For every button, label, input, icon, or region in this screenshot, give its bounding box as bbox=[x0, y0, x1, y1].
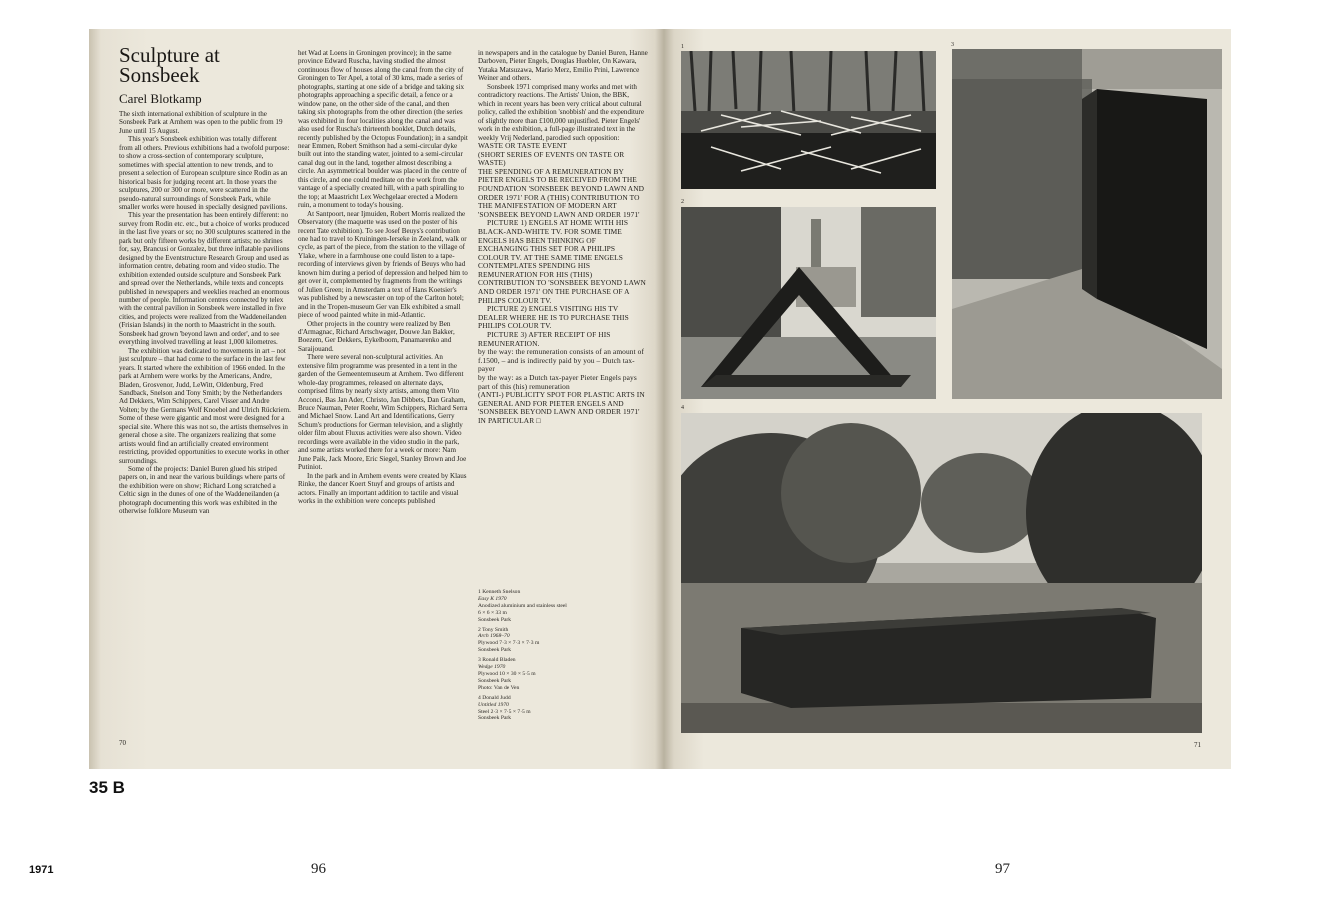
paragraph: The exhibition was dedicated to movements in art – not just sculpture – that had come to the surface in the last few years. It started where the exhibition of 1966 ended. In the park at Arnhem were works by the Americans, Andre, Bladen, Grosvenor, Judd, LeWitt, Oldenburg, Fred Sandback, Snelson and Tony Smith; by the Netherlanders Ad Dekkers, Wim Schippers, Carel Visser and Andre Volten; by the Germans Wolf Knoebel and Ulrich Rückriem. Some of these were gigantic and most were designed for a special site. Where this was not so, the artists themselves in general chose a site. The organizers realizing that some artists would find an artificially created environment restricting, provided opportunities to execute works in other surroundings. bbox=[119, 346, 291, 465]
caption-artist: Tony Smith bbox=[482, 626, 509, 633]
caption-detail: Plywood 7·3 × 7·3 × 7·3 m bbox=[478, 640, 540, 647]
text-column-1 bbox=[119, 110, 291, 750]
year-label: 1971 bbox=[29, 864, 54, 876]
caption-num: 1 bbox=[478, 589, 481, 595]
photo-snelson-easy-k bbox=[681, 51, 936, 189]
plate-number: 3 bbox=[951, 42, 954, 48]
magazine-spread bbox=[89, 29, 1231, 769]
caption-place: Sonsbeek Park bbox=[478, 715, 512, 722]
paragraph: Sonsbeek 1971 comprised many works and met with contradictory reactions. The Artists' Union, the BBK, which in recent years has been very critical about cultural policy, called the exhibition 'snobbish' and the expenditure of slightly more than £100,000 unjustified. Pieter Engels' work in the exhibition, a full-page illustrated text in the weekly Vrij Nederland, parodied such opposition: bbox=[478, 82, 644, 142]
caption-detail: Steel 2·3 × 7·5 × 7·5 m bbox=[478, 708, 531, 715]
engels-text: by the way: the remuneration consists of an amount of f.1500, – and is indirectly paid by you – Dutch tax-payer bbox=[478, 347, 645, 374]
caption-work: Untitled 1970 bbox=[478, 701, 509, 708]
text-column-3 bbox=[478, 49, 648, 615]
document-label: 35 B bbox=[89, 778, 125, 797]
engels-text: WASTE OR TASTE EVENT bbox=[478, 140, 567, 150]
caption-artist: Donald Judd bbox=[482, 694, 511, 701]
caption-2 bbox=[478, 627, 648, 655]
caption-work: Easy K 1970 bbox=[478, 595, 507, 602]
caption-place: Sonsbeek Park bbox=[478, 647, 512, 654]
caption-1 bbox=[478, 589, 648, 624]
photo-judd-untitled bbox=[681, 413, 1202, 733]
caption-work: Wedge 1970 bbox=[478, 664, 506, 671]
photo-bladen-wedge bbox=[952, 49, 1222, 399]
caption-4 bbox=[478, 695, 648, 723]
paragraph: There were several non-sculptural activities. An extensive film programme was presented in a tent in the garden of the Gemeentemuseum at Arnhem. Two different whole-day programmes, released on alternate days, comprised films by nearly sixty artists, among them Vito Acconci, Bas Jan Ader, Christo, Jan Dibbets, Dan Graham, Bruce Nauman, Peter Roehr, Wim Schippers, Richard Serra and Michael Snow. Land Art and Identifications, Gerry Schum's productions for German television, and a slightly older film about Fluxus activities were also shown. Video recordings were available in the video studio in the park, and some artists worked there for a week or more: Nam June Paik, Jack Moore, Eric Siegel, Stanley Brown and Joe Putiniot. bbox=[298, 353, 468, 472]
caption-size: 6 × 6 × 33 m bbox=[478, 609, 507, 616]
folio-left: 70 bbox=[119, 739, 126, 747]
engels-text: PICTURE 2) ENGELS VISITING HIS TV DEALER WHERE HE IS TO PURCHASE THIS PHILIPS COLOUR TV. bbox=[478, 304, 629, 331]
plate-captions bbox=[478, 589, 648, 725]
left-page bbox=[89, 29, 664, 769]
paragraph: het Wad at Loens in Groningen province); in the same province Edward Ruscha, having studied the almost continuous flow of houses along the canal from the city of Groningen to Ter Apel, a total of 30 kms, made a series of photographs, starting at one side of a bridge and taking six photographs approaching a specific detail, a fence or a window pane, on the other side of the canal, and then taking six photographs from the other direction (the series was exhibited in four localities along the canal and was also used for Ruscha's thirteenth booklet, Dutch details, recently published by the Octopus Foundation); in a sandpit near Emmen, Robert Smithson had a semi-circular dyke built out into the standing water, jointed to a semi-circular canal dug out in the land, together almost describing a circle. An asymmetrical boulder was placed in the centre of this circle, and one could meditate on the work from the vantage of a specially created hill, with a path spiralling to the top; at Maastricht Lex Wechgelaar erected a Modern ruin, a monument to today's housing. bbox=[298, 49, 468, 210]
folio-right: 71 bbox=[1194, 741, 1201, 749]
caption-detail: Anodized aluminium and stainless steel bbox=[478, 602, 567, 609]
engels-text: THE SPENDING OF A REMUNERATION BY PIETER ENGELS TO BE RECEIVED FROM THE FOUNDATION 'SONSBEEK BEYOND LAWN AND ORDER 1971' FOR A (THIS) CONTRIBUTION TO THE MANIFESTATION OF MODERN ART 'SONSBEEK BEYOND LAWN AND ORDER 1971' bbox=[478, 166, 645, 219]
caption-artist: Ronald Bladen bbox=[482, 657, 516, 664]
paragraph: This year's Sonsbeek exhibition was totally different from all others. Previous exhibitions had a twofold purpose: to show a cross-section of contemporary sculpture, sometimes with special attention to new trends, and to present a selection of European sculpture since Rodin as an historical basis for judging recent art. In those years the sculptures, 200 or 300 or more, were scattered in the pseudo-natural surroundings of Sonsbeek Park, while smaller works were housed in specially designed pavilions. bbox=[119, 135, 290, 211]
paragraph: The sixth international exhibition of sculpture in the Sonsbeek Park at Arnhem was open to the public from 19 June until 15 August. bbox=[119, 110, 283, 135]
engels-text: by the way: as a Dutch tax-payer Pieter Engels pays part of this (his) remuneration bbox=[478, 373, 637, 391]
plate-number: 1 bbox=[681, 44, 684, 50]
caption-place: Sonsbeek Park bbox=[478, 616, 512, 623]
caption-num: 4 bbox=[478, 694, 481, 701]
engels-text: PICTURE 1) ENGELS AT HOME WITH HIS BLACK-AND-WHITE TV. FOR SOME TIME ENGELS HAS BEEN THINKING OF EXCHANGING THIS SET FOR A PHILIPS COLOUR TV. AT THE SAME TIME ENGELS CONTEMPLATES SPENDING HIS REMUNERATION FOR HIS (THIS) CONTRIBUTION TO 'SONSBEEK BEYOND LAWN AND ORDER 1971' ON THE PURCHASE OF A PHILIPS COLOUR TV. bbox=[478, 218, 646, 305]
paragraph: Some of the projects: Daniel Buren glued his striped papers on, in and near the various buildings where parts of the exhibition were on show; Richard Long scratched a Celtic sign in the dunes of one of the Waddeneilanden (a photograph documenting this work was exhibited in the otherwise folklore Museum van bbox=[119, 465, 286, 516]
paragraph: In the park and in Arnhem events were created by Klaus Rinke, the dancer Koert Stuyf and groups of artists and actors. Finally an important addition to tactile and visual works in the exhibition were concepts published bbox=[298, 471, 467, 506]
article-author: Carel Blotkamp bbox=[119, 91, 202, 106]
engels-text: PICTURE 3) AFTER RECEIPT OF HIS REMUNERATION. bbox=[478, 330, 611, 348]
article-title: Sculpture at Sonsbeek bbox=[119, 43, 220, 87]
caption-work: Arch 1968–70 bbox=[478, 633, 510, 640]
plate-number: 4 bbox=[681, 405, 684, 411]
plate-number: 2 bbox=[681, 199, 684, 205]
caption-credit: Photo: Van de Ven bbox=[478, 684, 520, 691]
text-column-2 bbox=[298, 49, 468, 752]
paragraph: This year the presentation has been entirely different: no survey from Rodin etc. etc., but a choice of works produced in the last five years or so; no 300 sculptures scattered in the park but only fifteen works by different artists; no shrines for, say, Brancusi or Gonzalez, but three inflatable pavilions designed by the Eventstructure Research Group and used as information centre, debating room and video studio. The exhibition extended outside sculpture and Sonsbeek Park and spread over the Netherlands, while texts and concepts published in newspapers and weeklies reached an enormous number of people. Information centres connected by telex with the central pavilion in Sonsbeek were installed in five cities, and projects were realized from the Waddeneilanden (Frisian Islands) in the north to Maastricht in the south. Sonsbeek had grown 'beyond lawn and order', and to see everything involved travelling at least 1,000 kilometres. bbox=[119, 211, 291, 347]
caption-artist: Kenneth Snelson bbox=[482, 589, 521, 595]
paragraph: At Santpoort, near Ijmuiden, Robert Morris realized the Observatory (the maquette was used on the poster of his recent Tate exhibition). To see Josef Beuys's contribution one had to travel to Kruiningen-Ierseke in Zeeland, walk or cycle, as part of the piece, from the station to the village of Ylake, where in a farmhouse one could listen to a tape-recording of interviews given by friends of Beuys who had known him during a period of depression and helped him to get over it, complemented by fragments from the writings of Julien Green; in Amsterdam a text of Hans Koetsier's was published by a newscaster on top of the Carlton hotel; and in the Tropen-museum Ger van Elk exhibited a small piece of wood painted white in mid-Atlantic. bbox=[298, 209, 468, 320]
photo-smith-arch bbox=[681, 207, 936, 399]
caption-3 bbox=[478, 657, 648, 692]
caption-detail: Plywood 10 × 30 × 5·5 m bbox=[478, 670, 536, 677]
paragraph: in newspapers and in the catalogue by Daniel Buren, Hanne Darboven, Pieter Engels, Douglas Huebler, On Kawara, Yutaka Matsuzawa, Mario Merz, Emilio Prini, Lawrence Weiner and others. bbox=[478, 49, 648, 83]
right-page bbox=[664, 29, 1231, 769]
caption-num: 2 bbox=[478, 626, 481, 633]
page-number-right: 97 bbox=[995, 861, 1010, 877]
page-number-left: 96 bbox=[311, 861, 326, 877]
engels-text: (ANTI-) PUBLICITY SPOT FOR PLASTIC ARTS IN GENERAL AND FOR PIETER ENGELS AND 'SONSBEEK BEYOND LAWN AND ORDER 1971' IN PARTICULAR □ bbox=[478, 390, 645, 425]
paragraph: Other projects in the country were realized by Ben d'Armagnac, Richard Artschwager, Douwe Jan Bakker, Boezem, Ger Dekkers, Eykelboom, Panamarenko and Saraijouand. bbox=[298, 319, 455, 353]
caption-num: 3 bbox=[478, 657, 481, 664]
caption-place: Sonsbeek Park bbox=[478, 677, 512, 684]
engels-text: (SHORT SERIES OF EVENTS ON TASTE OR WASTE) bbox=[478, 149, 625, 168]
